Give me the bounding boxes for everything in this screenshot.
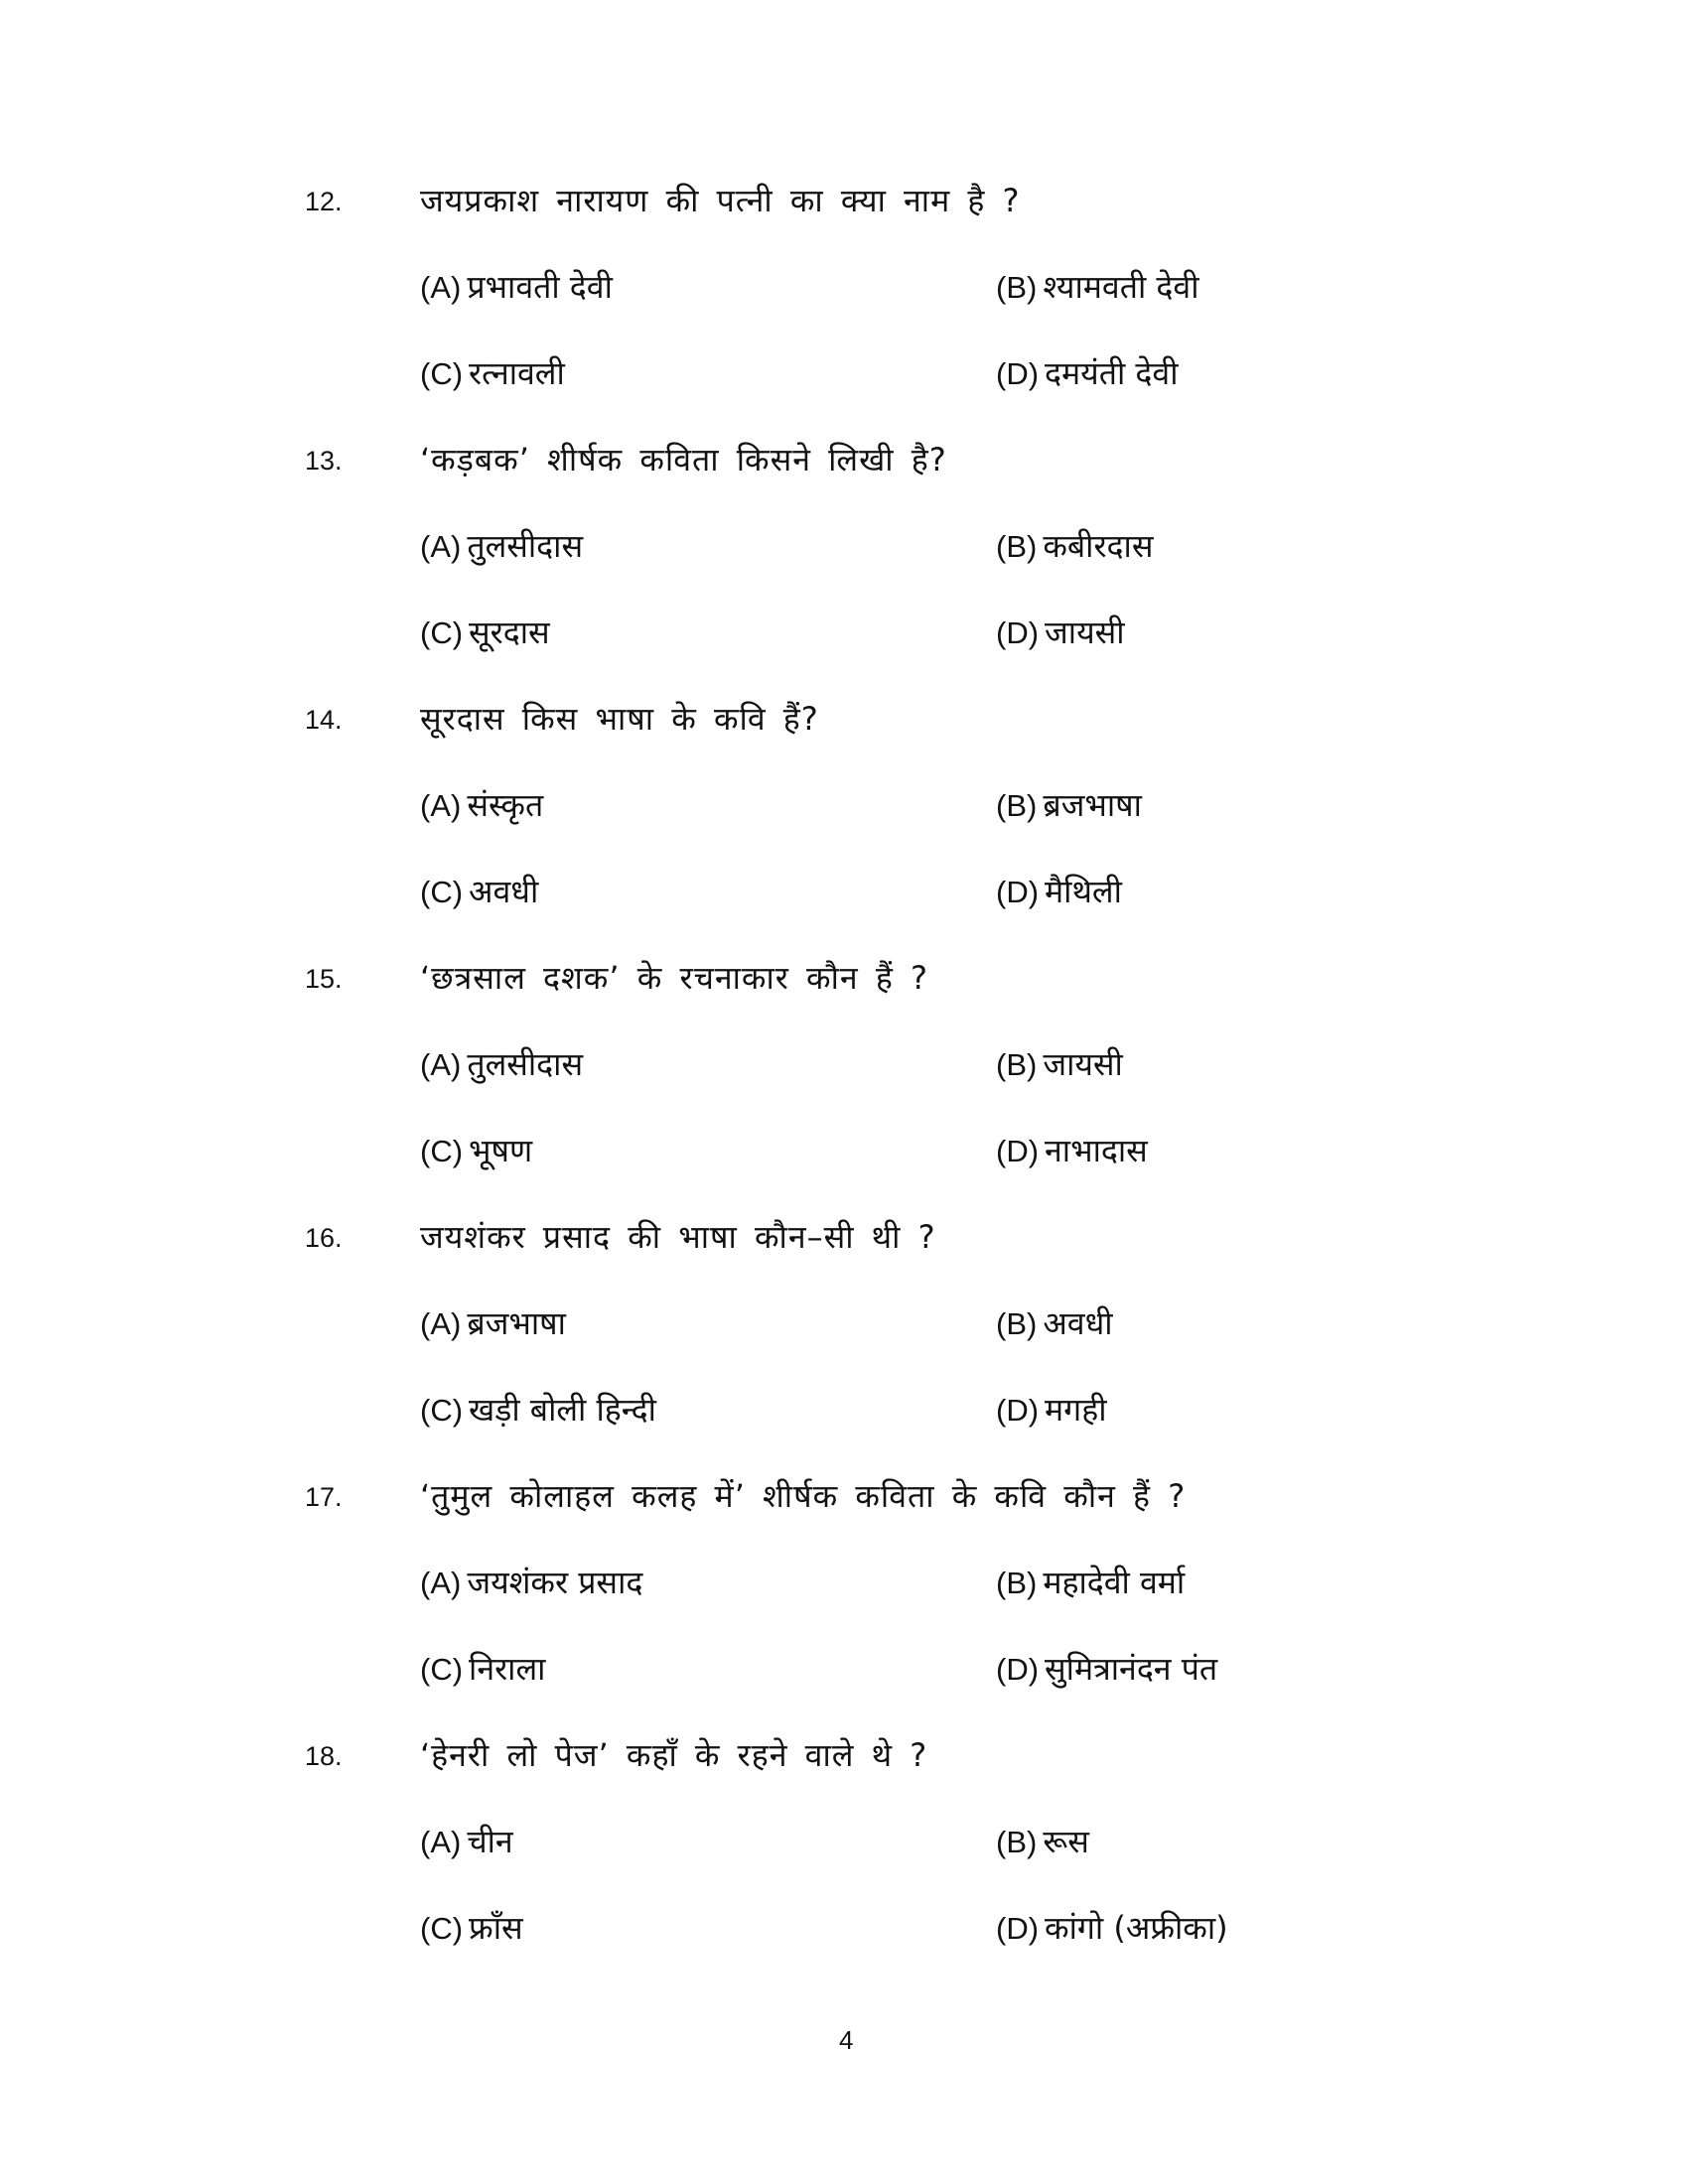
option-b — [996, 1820, 1089, 1869]
option-d — [996, 1647, 1217, 1697]
option-c — [420, 870, 538, 919]
option-text: सूरदास — [469, 614, 550, 651]
option-text: नाभादास — [1045, 1132, 1148, 1169]
option-letter: (C) — [420, 1393, 464, 1428]
option-text: जायसी — [1045, 614, 1125, 651]
option-text: फ्राँस — [469, 1909, 523, 1947]
option-a — [420, 524, 583, 574]
option-c — [420, 611, 550, 660]
option-letter: (B) — [996, 1566, 1038, 1600]
option-letter: (D) — [996, 1911, 1040, 1946]
option-letter: (C) — [420, 615, 464, 650]
question-number: 16. — [305, 1223, 343, 1253]
option-text: मैथिली — [1045, 873, 1122, 910]
option-b — [996, 265, 1198, 315]
question-stem — [0, 697, 1688, 747]
question-stem — [0, 1215, 1688, 1265]
question-stem — [0, 438, 1688, 487]
option-letter: (D) — [996, 875, 1040, 909]
question-text: जयशंकर प्रसाद की भाषा कौन–सी थी ? — [420, 1218, 936, 1256]
option-c — [420, 1906, 523, 1956]
option-text: सुमित्रानंदन पंत — [1045, 1650, 1218, 1688]
option-text: खड़ी बोली हिन्दी — [469, 1391, 656, 1429]
option-letter: (C) — [420, 1652, 464, 1687]
option-letter: (A) — [420, 1047, 462, 1082]
option-text: रूस — [1043, 1823, 1089, 1860]
question-number: 13. — [305, 446, 343, 476]
question-18 — [0, 1733, 1688, 1992]
option-a — [420, 1561, 642, 1610]
option-letter: (B) — [996, 1047, 1038, 1082]
question-number: 14. — [305, 705, 343, 735]
option-letter: (A) — [420, 1566, 462, 1600]
option-letter: (A) — [420, 788, 462, 823]
option-text: जयशंकर प्रसाद — [467, 1564, 643, 1601]
option-c — [420, 351, 565, 401]
option-letter: (D) — [996, 615, 1040, 650]
question-text: ‘तुमुल कोलाहल कलह में’ शीर्षक कविता के कवि कौन हैं ? — [420, 1477, 1187, 1515]
option-letter: (A) — [420, 529, 462, 564]
option-text: जायसी — [1043, 1045, 1123, 1083]
option-text: प्रभावती देवी — [467, 268, 613, 306]
option-c — [420, 1129, 532, 1178]
question-text: सूरदास किस भाषा के कवि हैं? — [420, 700, 819, 738]
option-text: मगही — [1045, 1391, 1107, 1429]
option-b — [996, 1301, 1113, 1351]
question-13 — [0, 438, 1688, 697]
question-text: ‘हेनरी लो पेज’ कहाँ के रहने वाले थे ? — [420, 1736, 928, 1774]
question-stem — [0, 179, 1688, 228]
page-number: 4 — [839, 2025, 854, 2055]
question-number: 12. — [305, 187, 343, 216]
option-text: रत्नावली — [469, 354, 565, 392]
option-d — [996, 351, 1179, 401]
option-text: ब्रजभाषा — [467, 1304, 566, 1342]
option-text: कबीरदास — [1043, 527, 1154, 565]
option-b — [996, 783, 1142, 833]
question-text: ‘कड़बक’ शीर्षक कविता किसने लिखी है? — [420, 441, 947, 478]
option-letter: (D) — [996, 356, 1040, 391]
option-d — [996, 1129, 1148, 1178]
option-b — [996, 524, 1153, 574]
option-letter: (C) — [420, 1134, 464, 1168]
question-number: 18. — [305, 1741, 343, 1771]
option-d — [996, 870, 1122, 919]
option-d — [996, 1388, 1106, 1437]
option-text: अवधी — [1043, 1304, 1113, 1342]
question-15 — [0, 956, 1688, 1215]
option-c — [420, 1388, 656, 1437]
option-letter: (D) — [996, 1393, 1040, 1428]
option-letter: (B) — [996, 788, 1038, 823]
option-letter: (A) — [420, 1306, 462, 1341]
option-c — [420, 1647, 545, 1697]
option-letter: (B) — [996, 1306, 1038, 1341]
option-b — [996, 1561, 1185, 1610]
question-14 — [0, 697, 1688, 956]
option-text: दमयंती देवी — [1045, 354, 1179, 392]
question-16 — [0, 1215, 1688, 1474]
option-letter: (C) — [420, 1911, 464, 1946]
option-a — [420, 1301, 566, 1351]
option-a — [420, 1820, 513, 1869]
question-stem — [0, 1474, 1688, 1524]
option-text: संस्कृत — [467, 786, 544, 824]
option-text: चीन — [467, 1823, 513, 1860]
option-text: भूषण — [469, 1132, 533, 1169]
option-a — [420, 1042, 583, 1092]
option-letter: (D) — [996, 1134, 1040, 1168]
question-stem — [0, 956, 1688, 1006]
option-text: तुलसीदास — [467, 527, 584, 565]
option-a — [420, 265, 613, 315]
question-17 — [0, 1474, 1688, 1733]
option-letter: (D) — [996, 1652, 1040, 1687]
question-number: 17. — [305, 1482, 343, 1512]
question-number: 15. — [305, 964, 343, 994]
question-stem — [0, 1733, 1688, 1783]
option-letter: (B) — [996, 270, 1038, 305]
option-letter: (C) — [420, 356, 464, 391]
option-d — [996, 1906, 1228, 1956]
option-b — [996, 1042, 1123, 1092]
option-letter: (B) — [996, 529, 1038, 564]
question-12 — [0, 179, 1688, 438]
question-text: ‘छत्रसाल दशक’ के रचनाकार कौन हैं ? — [420, 959, 929, 997]
option-letter: (C) — [420, 875, 464, 909]
option-d — [996, 611, 1125, 660]
option-text: अवधी — [469, 873, 539, 910]
option-text: निराला — [469, 1650, 546, 1688]
question-text: जयप्रकाश नारायण की पत्नी का क्या नाम है ? — [420, 182, 1021, 219]
option-letter: (A) — [420, 270, 462, 305]
option-text: तुलसीदास — [467, 1045, 584, 1083]
option-a — [420, 783, 543, 833]
option-text: ब्रजभाषा — [1043, 786, 1142, 824]
option-text: श्यामवती देवी — [1043, 268, 1199, 306]
option-text: कांगो (अफ्रीका) — [1045, 1909, 1228, 1947]
option-letter: (B) — [996, 1825, 1038, 1859]
option-letter: (A) — [420, 1825, 462, 1859]
option-text: महादेवी वर्मा — [1043, 1564, 1186, 1601]
